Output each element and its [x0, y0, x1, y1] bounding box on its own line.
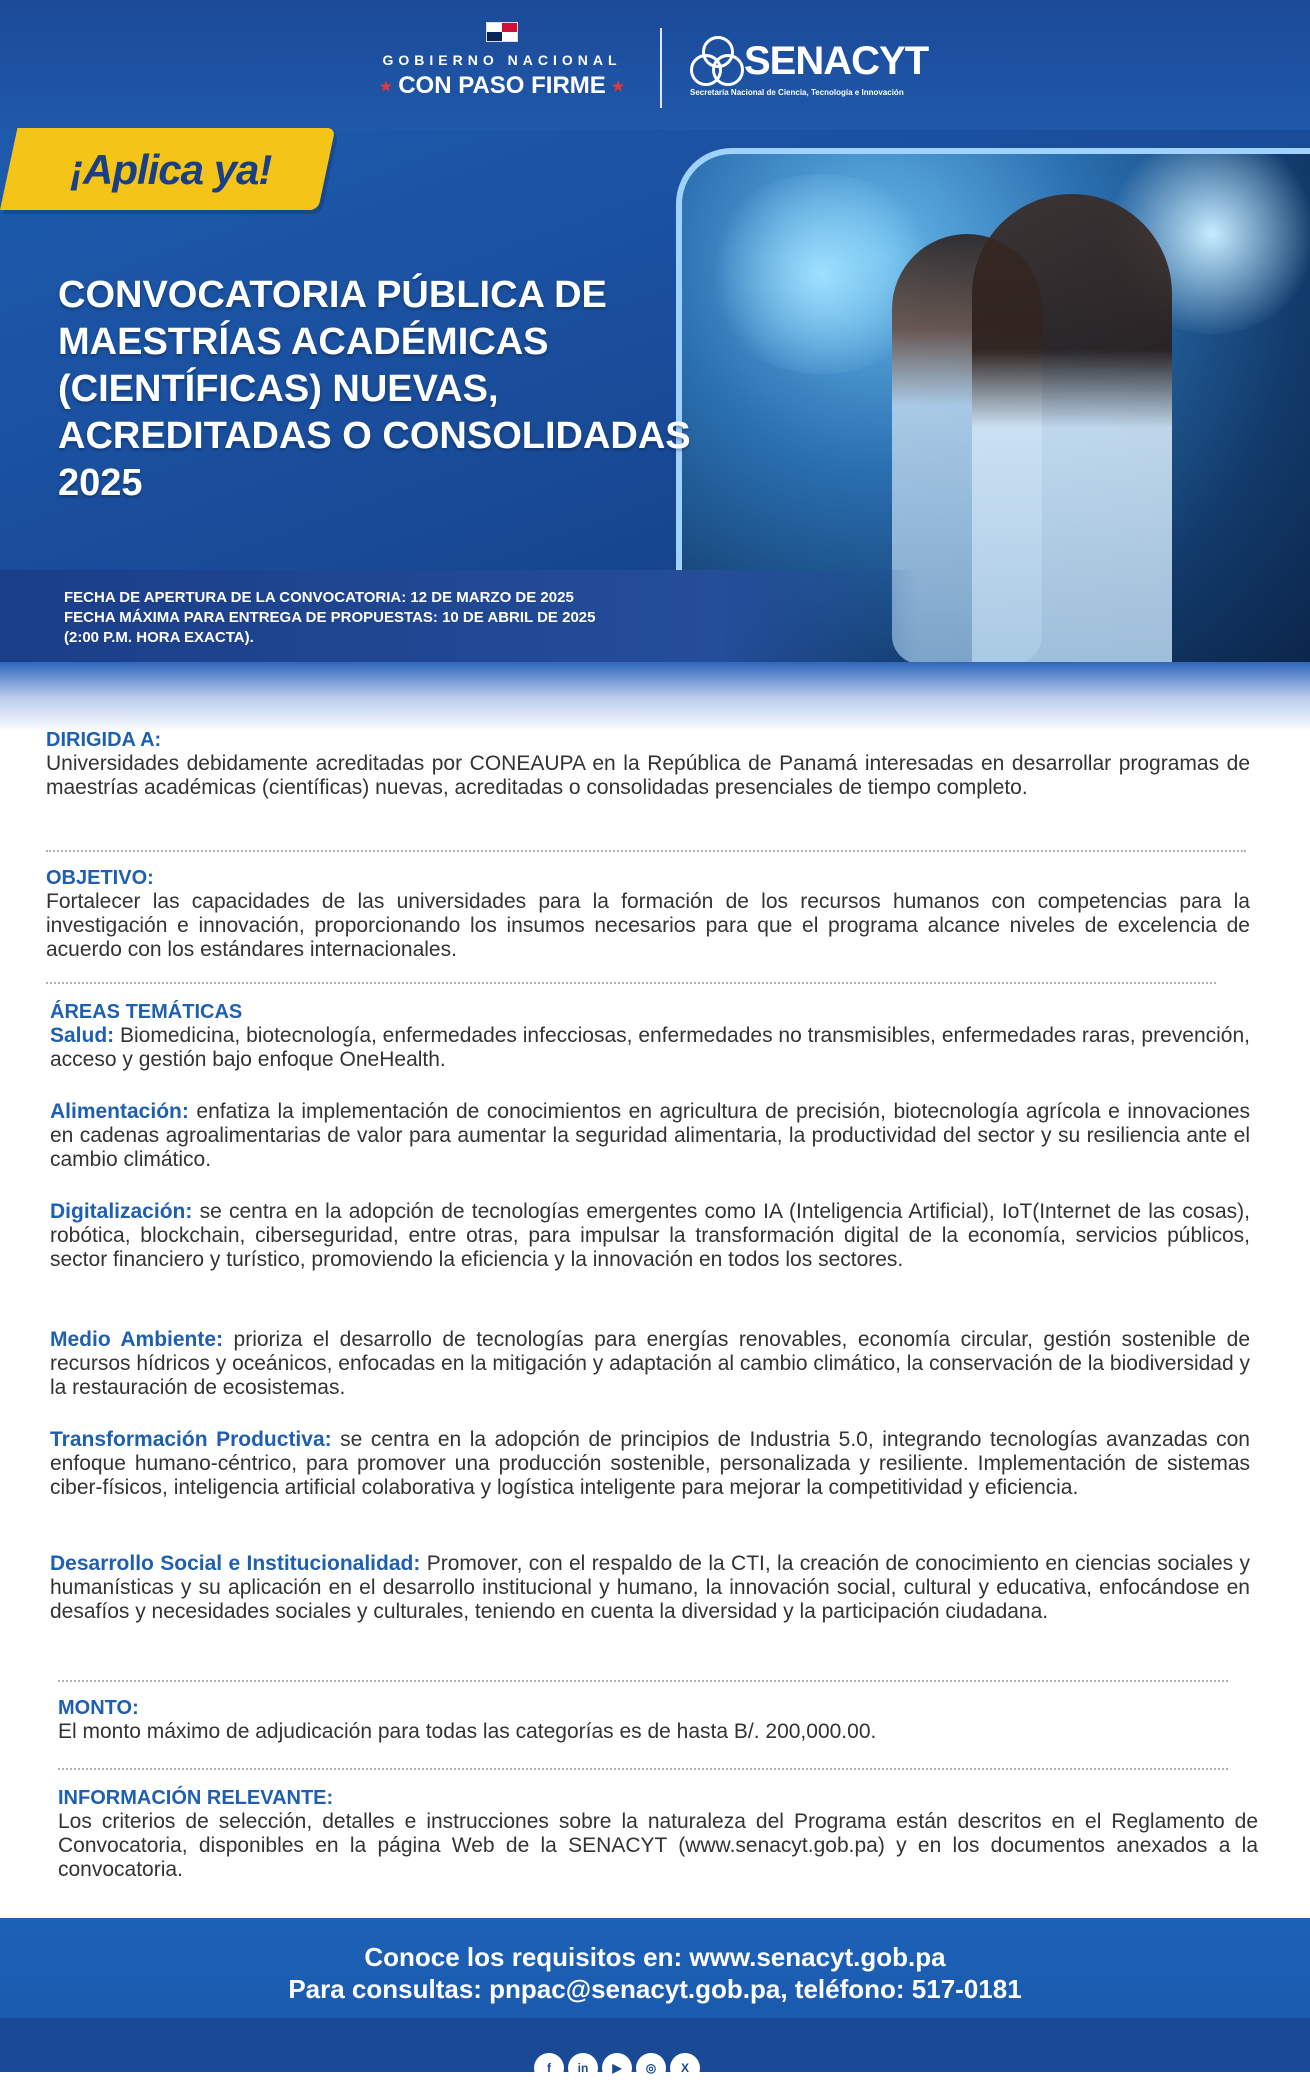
senacyt-logo: [690, 36, 928, 97]
footer-requisitos: Conoce los requisitos en: www.senacyt.gob.pa: [364, 1942, 946, 1972]
monto-heading: MONTO:: [58, 1697, 139, 1719]
area-item: Transformación Productiva: se centra en la adopción de principios de Industria 5.0, integrando tecnologías avanzadas con enfoque humano-céntrico, para promover una producción sostenible, personalizada y resiliente. Implementación de sistemas ciber-físicos, inteligencia artificial colaborativa y logística inteligente para mejorar la competitividad y eficiencia.: [50, 1428, 1250, 1499]
area-item: Desarrollo Social e Institucionalidad: Promover, con el respaldo de la CTI, la creación de conocimiento en ciencias sociales y humanísticas y su aplicación en el desarrollo institucional y humano, la innovación social, cultural y educativa, enfocándose en desafíos y necesidades sociales y culturales, teniendo en cuenta la diversidad y la participación ciudadana.: [50, 1552, 1250, 1623]
areas-heading: ÁREAS TEMÁTICAS: [50, 1001, 243, 1023]
gov-line1: GOBIERNO NACIONAL: [382, 52, 622, 68]
info-text: Los criterios de selección, detalles e instrucciones sobre la naturaleza del Programa están descritos en el Reglamento de Convocatoria, disponibles en la página Web de la SENACYT (www.senacyt.gob.pa) y en los documentos anexados a la convocatoria.: [58, 1810, 1258, 1881]
senacyt-mark-icon: [690, 36, 740, 86]
dates-band: [0, 570, 1310, 670]
divider: [58, 1680, 1228, 1682]
linkedin-icon[interactable]: in: [568, 2053, 598, 2083]
footer: [0, 1918, 1310, 2072]
section-dirigida: [46, 728, 1250, 800]
facebook-icon[interactable]: f: [534, 2053, 564, 2083]
area-item: Digitalización: se centra en la adopción de tecnologías emergentes como IA (Inteligencia Artificial), IoT(Internet de las cosas), robótica, blockchain, ciberseguridad, entre otras, para impulsar la transformación digital de la economía, servicios públicos, sector financiero y turístico, promoviendo la eficiencia y la innovación en todos los sectores.: [50, 1200, 1250, 1271]
fecha-maxima: FECHA MÁXIMA PARA ENTREGA DE PROPUESTAS: 10 DE ABRIL DE 2025: [64, 609, 596, 626]
section-monto: [58, 1696, 1258, 1744]
divider: [46, 850, 1246, 852]
senacyt-name: SENACYT: [744, 38, 929, 83]
logo-divider: [660, 28, 662, 108]
area-item: Medio Ambiente: prioriza el desarrollo de tecnologías para energías renovables, economía circular, gestión sostenible de recursos hídricos y oceánicos, enfocadas en la mitigación y adaptación al cambio climático, la conservación de la biodiversidad y la restauración de ecosistemas.: [50, 1328, 1250, 1399]
footer-consultas: Para consultas: pnpac@senacyt.gob.pa, teléfono: 517-0181: [288, 1974, 1022, 2004]
dirigida-text: Universidades debidamente acreditadas por CONEAUPA en la República de Panamá interesadas en desarrollar programas de maestrías académicas (científicas) nuevas, acreditadas o consolidadas presenciales de tiempo completo.: [46, 752, 1250, 799]
header-fade: [0, 662, 1310, 732]
section-areas: [50, 1000, 1250, 1072]
objetivo-text: Fortalecer las capacidades de las universidades para la formación de los recursos humanos con competencias para la investigación e innovación, proporcionando los insumos necesarios para que el programa alcance niveles de excelencia de acuerdo con los estándares internacionales.: [46, 890, 1250, 961]
area-item: Salud: Biomedicina, biotecnología, enfermedades infecciosas, enfermedades no transmisibles, enfermedades raras, prevención, acceso y gestión bajo enfoque OneHealth.: [50, 1024, 1250, 1071]
panama-flag-icon: [486, 22, 518, 42]
objetivo-heading: OBJETIVO:: [46, 867, 154, 889]
youtube-icon[interactable]: ▶: [602, 2053, 632, 2083]
monto-text: El monto máximo de adjudicación para todas las categorías es de hasta B/. 200,000.00.: [58, 1720, 877, 1743]
star-icon: ★: [611, 78, 625, 95]
top-bar: [0, 0, 1310, 130]
section-objetivo: [46, 866, 1250, 962]
divider: [58, 1768, 1228, 1770]
hero-banner: [0, 0, 1310, 680]
divider: [46, 982, 1216, 984]
section-info: [58, 1786, 1258, 1882]
senacyt-subtitle: Secretaría Nacional de Ciencia, Tecnología e Innovación: [690, 88, 904, 97]
area-item: Alimentación: enfatiza la implementación de conocimientos en agricultura de precisión, biotecnología agrícola e innovaciones en cadenas agroalimentarias de valor para aumentar la seguridad alimentaria, la productividad del sector y su resiliencia ante el cambio climático.: [50, 1100, 1250, 1171]
gobierno-logo: [372, 22, 632, 100]
dirigida-heading: DIRIGIDA A:: [46, 729, 162, 751]
social-links: [534, 2053, 700, 2083]
fecha-apertura: FECHA DE APERTURA DE LA CONVOCATORIA: 12 DE MARZO DE 2025: [64, 589, 574, 606]
hora-exacta: (2:00 P.M. HORA EXACTA).: [64, 629, 254, 646]
x-icon[interactable]: X: [670, 2053, 700, 2083]
page-title: CONVOCATORIA PÚBLICA DE MAESTRÍAS ACADÉMICAS (CIENTÍFICAS) NUEVAS, ACREDITADAS O CONSOLIDADAS 2025: [58, 274, 691, 504]
info-heading: INFORMACIÓN RELEVANTE:: [58, 1787, 334, 1809]
star-icon: ★: [379, 78, 393, 95]
aplica-text: ¡Aplica ya!: [70, 146, 272, 193]
gov-line2: ★ CON PASO FIRME ★: [379, 72, 625, 99]
instagram-icon[interactable]: ◎: [636, 2053, 666, 2083]
